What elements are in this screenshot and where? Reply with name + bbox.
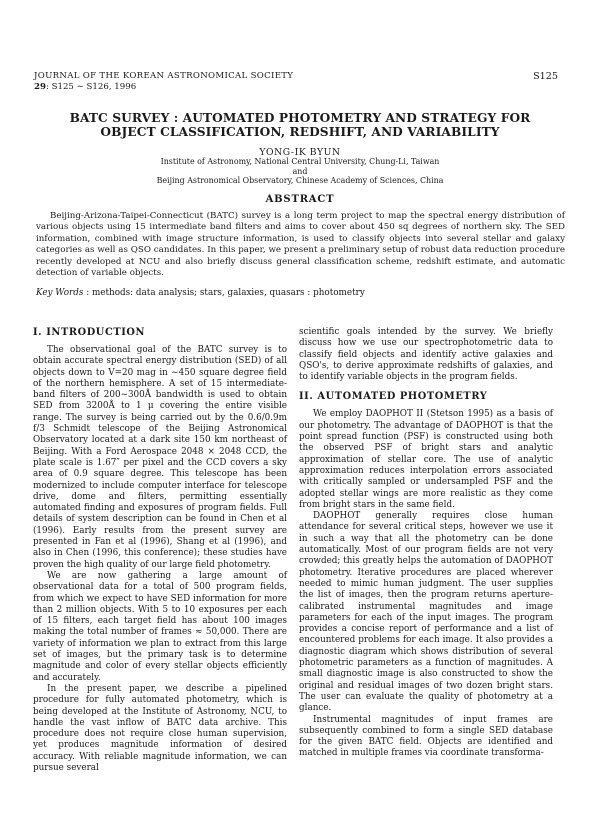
volume-number: 29 [34,82,46,92]
right-column [299,327,553,760]
keywords-text: : methods: data analysis; stars, galaxies, quasars : photometry [86,288,365,298]
section-heading-introduction: I. INTRODUCTION [33,327,146,338]
intro-paragraph-2: We are now gathering a large amount of observational data for a total of 500 program fields, from which we expect to have SED information for more than 2 million objects. With 5 to 10 exposures per each of 15 filters, each target field has about 100 images making the total number of frames ≈ 50,000. There are variety of information we plan to extract from this large set of images, but the primary task is to determine magnitude and color of every stellar objects efficiently and accurately. [33,570,287,683]
page-number: S125 [533,71,558,82]
intro-paragraph-continued: scientific goals intended by the survey. We briefly discuss how we use our spectrophotometric data to classify field objects and identify active galaxies and QSO's, to derive approximate redshifts of galaxies, and to identify variable objects in the program fields. [299,327,553,383]
photometry-paragraph-1: We employ DAOPHOT II (Stetson 1995) as a basis of our photometry. The advantage of DAOPHOT is that the point spread function (PSF) is constructed using both the observed PSF of bright stars and analytic approximation of stellar core. The use of analytic approximation reduces interpolation errors associated with critically sampled or undersampled PSF and the adopted stellar wings are more realistic as they come from bright stars in the same field. [299,409,553,510]
affiliation-2: Beijing Astronomical Observatory, Chinese Academy of Sciences, China [156,176,444,185]
author-name: YONG-IK BYUN [259,147,341,158]
volume-pages: : S125 ∼ S126, 1996 [45,82,137,92]
intro-paragraph-1: The observational goal of the BATC survey is to obtain accurate spectral energy distribution (SED) of all objects down to V=20 mag in ∼450 square degree field of the northern hemisphere. A set of 15 intermediate-band filters of 200∼300Å bandwidth is used to obtain SED from 3200Å to 1 μ covering the entire visible range. The survey is being carried out by the 0.6/0.9m f/3 Schmidt telescope of the Beijing Astronomical Observatory located at a dark site 150 km northeast of Beijing. With a Ford Aerospace 2048 × 2048 CCD, the plate scale is 1.67″ per pixel and the CCD covers a sky area of 0.9 square degree. This telescope has been modernized to include computer interface for telescope drive, dome and filters, permitting essentially automated finding and exposures of program fields. Full details of system description can be found in Chen et al (1996). Early results from the present survey are presented in Fan et al (1996), Shang et al (1996), and also in Chen (1996, this conference); these studies have proven the high quality of our large field photometry. [33,345,287,570]
keywords-label: Key Words [36,288,84,298]
affiliation-and: and [292,167,308,176]
photometry-paragraph-3: Instrumental magnitudes of input frames are subsequently combined to form a single SED database for the given BATC field. Objects are identified and matched in multiple frames via coordinate transforma- [299,714,553,759]
intro-paragraph-3: In the present paper, we describe a pipelined procedure for fully automated photometry, which is being developed at the Institute of Astronomy, NCU, to handle the vast inflow of BATC data archive. This procedure does not require close human supervision, yet produces magnitude information of desired accuracy. With reliable magnitude information, we can pursue several [33,683,287,773]
paper-title: BATC SURVEY : AUTOMATED PHOTOMETRY AND STRATEGY FOR OBJECT CLASSIFICATION, REDSHIFT, AND VARIABILITY [69,111,531,139]
affiliation-1: Institute of Astronomy, National Central University, Chung-Li, Taiwan [160,157,440,166]
volume-info [34,82,136,92]
journal-name: JOURNAL OF THE KOREAN ASTRONOMICAL SOCIETY [34,71,294,81]
keywords [36,288,565,298]
abstract-heading: ABSTRACT [265,194,335,205]
section-heading-photometry: II. AUTOMATED PHOTOMETRY [299,391,488,403]
abstract-text: Beijing-Arizona-Taipei-Connecticut (BATC) survey is a long term project to map the spectral energy distribution of various objects using 15 intermediate band filters and aims to cover about 450 sq degrees of northern sky. The SED information, combined with image structure information, is used to classify objects into several stellar and galaxy categories as well as QSO candidates. In this paper, we present a preliminary setup of robust data reduction procedure recently developed at NCU and also briefly discuss general classification scheme, redshift estimate, and automatic detection of variable objects. [36,211,565,279]
photometry-paragraph-2: DAOPHOT generally requires close human attendance for several critical steps, however we use it in such a way that all the photometry can be done automatically. Most of our program fields are not very crowded; this greatly helps the automation of DAOPHOT photometry. Iterative procedures are placed wherever needed to mimic human judgment. The user supplies the list of images, then the program returns aperture-calibrated instrumental magnitudes and image parameters for each of the input images. The program provides a concise report of performance and a list of encountered problems for each image. It also provides a diagnostic diagram which shows distribution of several photometric parameters as a function of magnitudes. A small diagnostic image is also constructed to show the original and residual images of two dozen bright stars. The user can evaluate the quality of photometry at a glance. [299,511,553,714]
left-column [33,327,287,774]
